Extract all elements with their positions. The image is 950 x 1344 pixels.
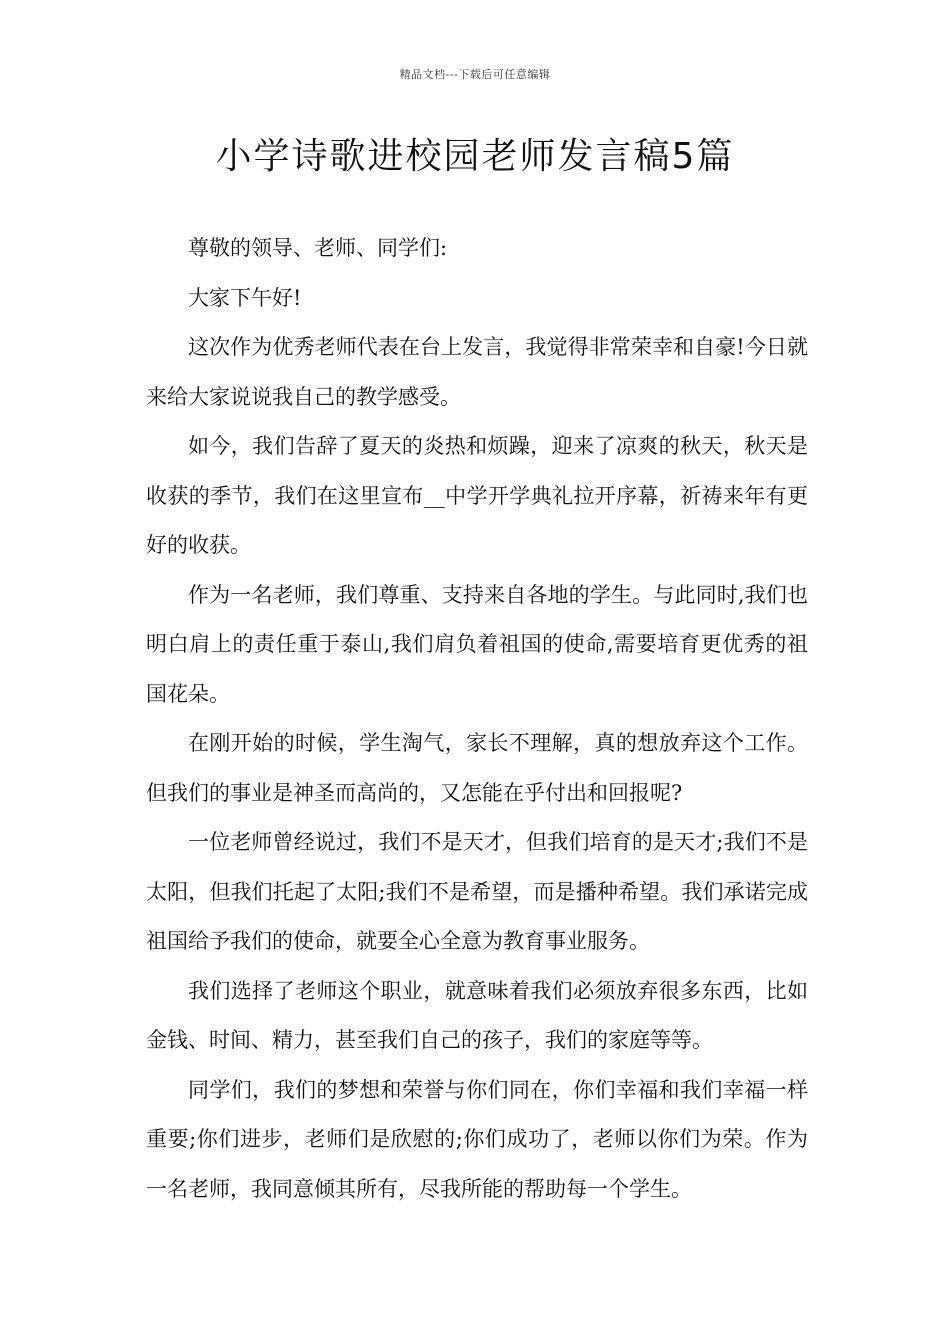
paragraph: 作为一名老师，我们尊重、支持来自各地的学生。与此同时,我们也明白肩上的责任重于泰山,我们肩负着祖国的使命,需要培育更优秀的祖国花朵。 xyxy=(146,582,808,706)
paragraph: 同学们，我们的梦想和荣誉与你们同在，你们幸福和我们幸福一样重要;你们进步，老师们是欣慰的;你们成功了，老师以你们为荣。作为一名老师，我同意倾其所有，尽我所能的帮助每一个学生。 xyxy=(146,1077,808,1201)
document-title: 小学诗歌进校园老师发言稿5篇 xyxy=(215,136,735,177)
paragraph: 在刚开始的时候，学生淘气，家长不理解，真的想放弃这个工作。但我们的事业是神圣而高尚的，又怎能在乎付出和回报呢? xyxy=(146,731,808,805)
document-body xyxy=(146,224,808,1214)
greeting: 大家下午好! xyxy=(188,285,302,310)
paragraph: 这次作为优秀老师代表在台上发言，我觉得非常荣幸和自豪!今日就来给大家说说我自己的教学感受。 xyxy=(146,335,808,409)
paragraph: 我们选择了老师这个职业，就意味着我们必须放弃很多东西，比如金钱、时间、精力，甚至我们自己的孩子，我们的家庭等等。 xyxy=(146,978,808,1052)
salutation: 尊敬的领导、老师、同学们: xyxy=(188,236,448,260)
paragraph: 如今，我们告辞了夏天的炎热和烦躁，迎来了凉爽的秋天，秋天是收获的季节，我们在这里宣布__中学开学典礼拉开序幕，祈祷来年有更好的收获。 xyxy=(146,434,808,557)
header-note: 精品文档---下载后可任意编辑 xyxy=(399,68,551,81)
paragraph: 一位老师曾经说过，我们不是天才，但我们培育的是天才;我们不是太阳，但我们托起了太阳;我们不是希望，而是播种希望。我们承诺完成祖国给予我们的使命，就要全心全意为教育事业服务。 xyxy=(146,830,808,953)
